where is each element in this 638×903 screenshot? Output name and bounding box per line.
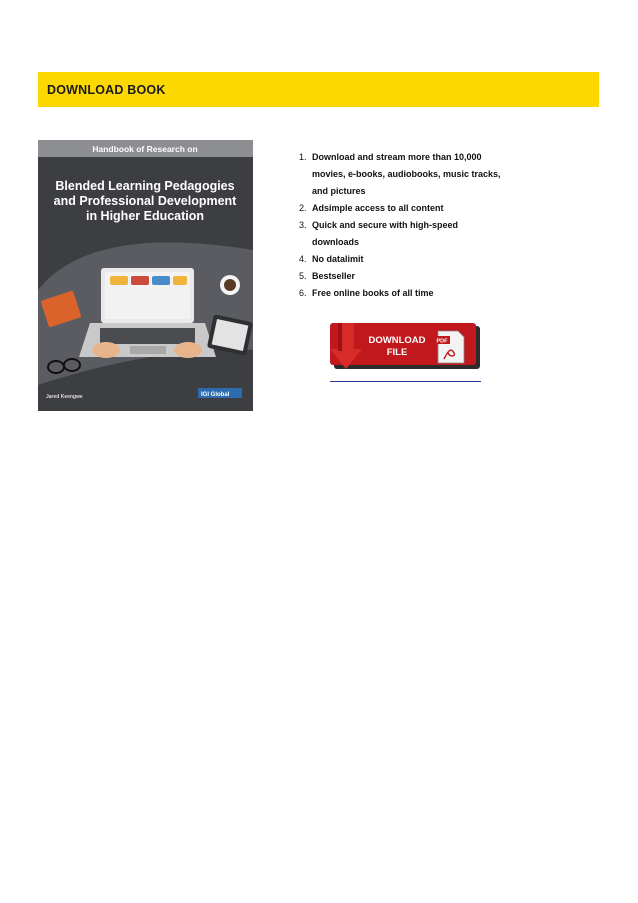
feature-number: 6. — [299, 288, 307, 298]
book-cover — [38, 140, 253, 411]
feature-number: 3. — [299, 220, 307, 230]
feature-number: 4. — [299, 254, 307, 264]
book-cover-art — [38, 140, 253, 411]
cover-hand-left — [92, 342, 120, 358]
feature-number: 2. — [299, 203, 307, 213]
pdf-file-icon — [434, 331, 464, 363]
feature-text: Bestseller — [312, 271, 356, 281]
cover-title-line-3: in Higher Education — [85, 209, 205, 223]
feature-text: Adsimple access to all content — [312, 203, 444, 213]
cover-author: Jared Keengwe — [46, 394, 83, 400]
feature-list — [299, 149, 539, 302]
pdf-icon-label: PDF — [436, 338, 448, 345]
feature-item — [299, 217, 539, 251]
download-file-button[interactable] — [330, 323, 480, 369]
cover-series-text: Handbook of Research on — [92, 144, 198, 154]
download-file-graphic — [330, 323, 480, 369]
feature-number: 1. — [299, 152, 307, 162]
feature-item — [299, 251, 539, 268]
banner-title: DOWNLOAD BOOK — [47, 82, 166, 97]
feature-text: No datalimit — [312, 254, 364, 264]
cover-hand-right — [174, 342, 202, 358]
feature-item — [299, 268, 539, 285]
feature-item — [299, 285, 539, 302]
feature-item — [299, 200, 539, 217]
cover-title-line-2: and Professional Development — [53, 194, 237, 208]
feature-text: Quick and secure with high-speed downloads — [312, 220, 459, 247]
feature-item — [299, 149, 539, 200]
download-button-line-1: DOWNLOAD — [368, 335, 426, 346]
download-button-line-2: FILE — [386, 347, 408, 358]
download-book-banner — [38, 72, 599, 107]
cover-title-line-1: Blended Learning Pedagogies — [55, 179, 235, 193]
download-link-underline — [330, 381, 481, 382]
feature-number: 5. — [299, 271, 307, 281]
feature-text: Download and stream more than 10,000 movies, e-books, audiobooks, music tracks, and pictures — [312, 152, 501, 196]
cover-publisher-name: IGI Global — [201, 392, 230, 398]
feature-text: Free online books of all time — [312, 288, 434, 298]
